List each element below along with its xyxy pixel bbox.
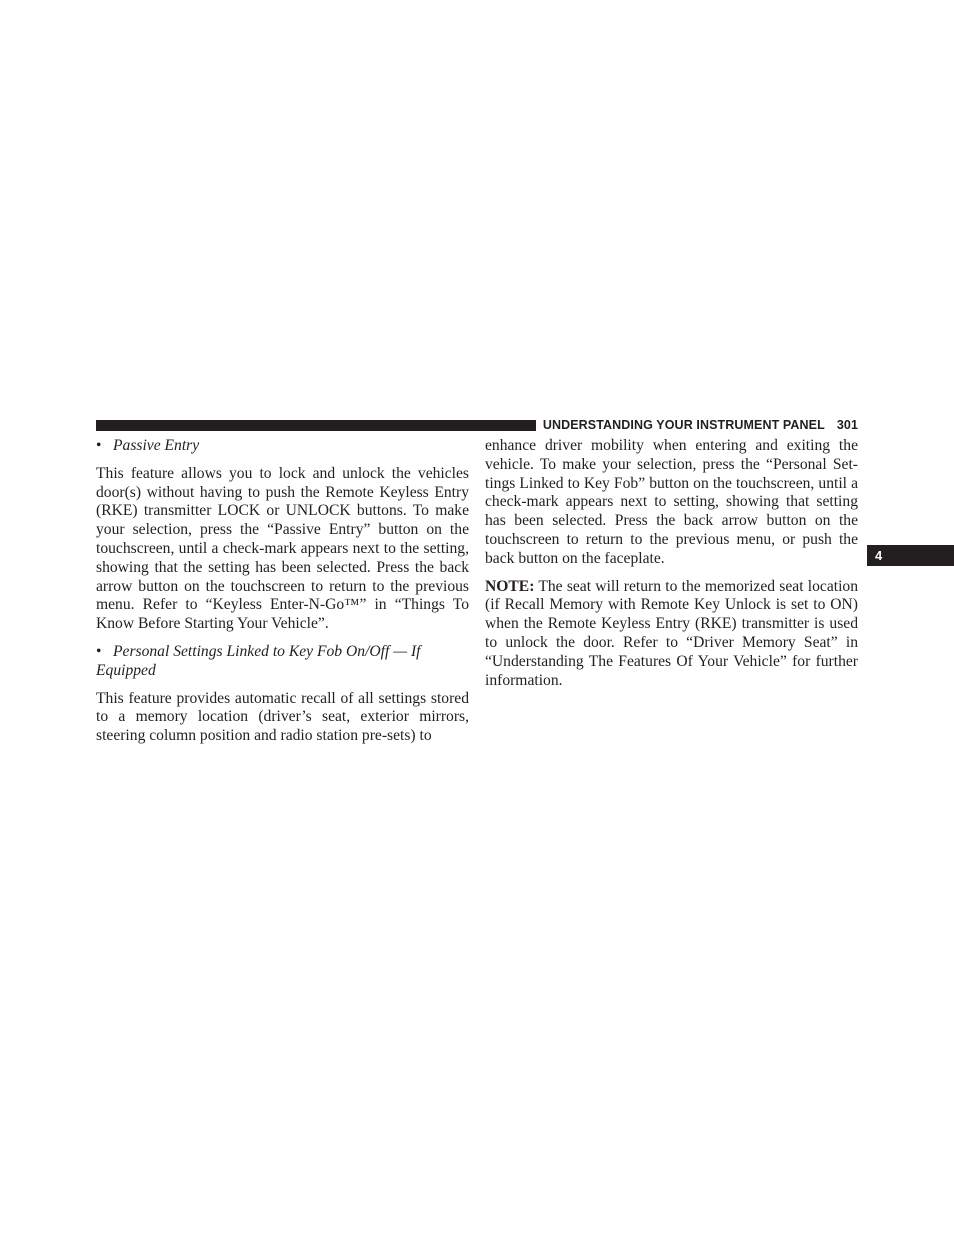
right-column xyxy=(485,437,858,699)
note-paragraph xyxy=(485,578,858,691)
running-header xyxy=(542,417,858,433)
paragraph-continued: enhance driver mobility when entering and exiting the vehicle. To make your selection, press the “Personal Settings Linked to Key Fob” button on the touchscreen, until a check-mark appears next to setting, showing that setting has been selected. Press the back arrow button on the touchscreen to return to the previous menu, or push the back button on the faceplate. xyxy=(485,437,858,567)
bullet-text: Personal Settings Linked to Key Fob On/Off — If Equipped xyxy=(96,642,421,679)
paragraph-personal-settings: This feature provides automatic recall of all settings stored to a memory location (driver’s seat, exterior mirrors, steering column position and radio station pre-sets) to xyxy=(96,689,469,745)
bullet-dot: • xyxy=(96,642,102,660)
note-label: NOTE: xyxy=(485,577,535,595)
chapter-tab: 4 xyxy=(867,545,954,566)
page-number: 301 xyxy=(836,418,858,432)
section-title: UNDERSTANDING YOUR INSTRUMENT PANEL xyxy=(542,418,825,432)
bullet-personal-settings xyxy=(96,643,469,681)
paragraph-passive-entry: This feature allows you to lock and unlock the vehicles door(s) without having to push the Remote Keyless Entry (RKE) transmitter LOCK or UNLOCK buttons. To make your selection, press the “Passive Entry” button on the touchscreen, until a check-mark appears next to the setting, showing that the setting has been selected. Press the back arrow button on the touchscreen to return to the previous menu. Refer to “Keyless Enter-N-Go™” in “Things To Know Before Starting Your Vehicle”. xyxy=(96,464,469,633)
bullet-text: Passive Entry xyxy=(113,437,200,454)
header-rule xyxy=(96,420,536,431)
left-column xyxy=(96,437,469,755)
bullet-dot: • xyxy=(96,437,102,454)
bullet-passive-entry xyxy=(96,437,469,456)
note-text: The seat will return to the memorized seat location (if Recall Memory with Remote Key Unlock is set to ON) when the Remote Keyless Entry (RKE) transmitter is used to unlock the door. Refer to “Driver Memory Seat” in “Understanding The Features Of Your Vehicle” for further information. xyxy=(485,577,858,689)
